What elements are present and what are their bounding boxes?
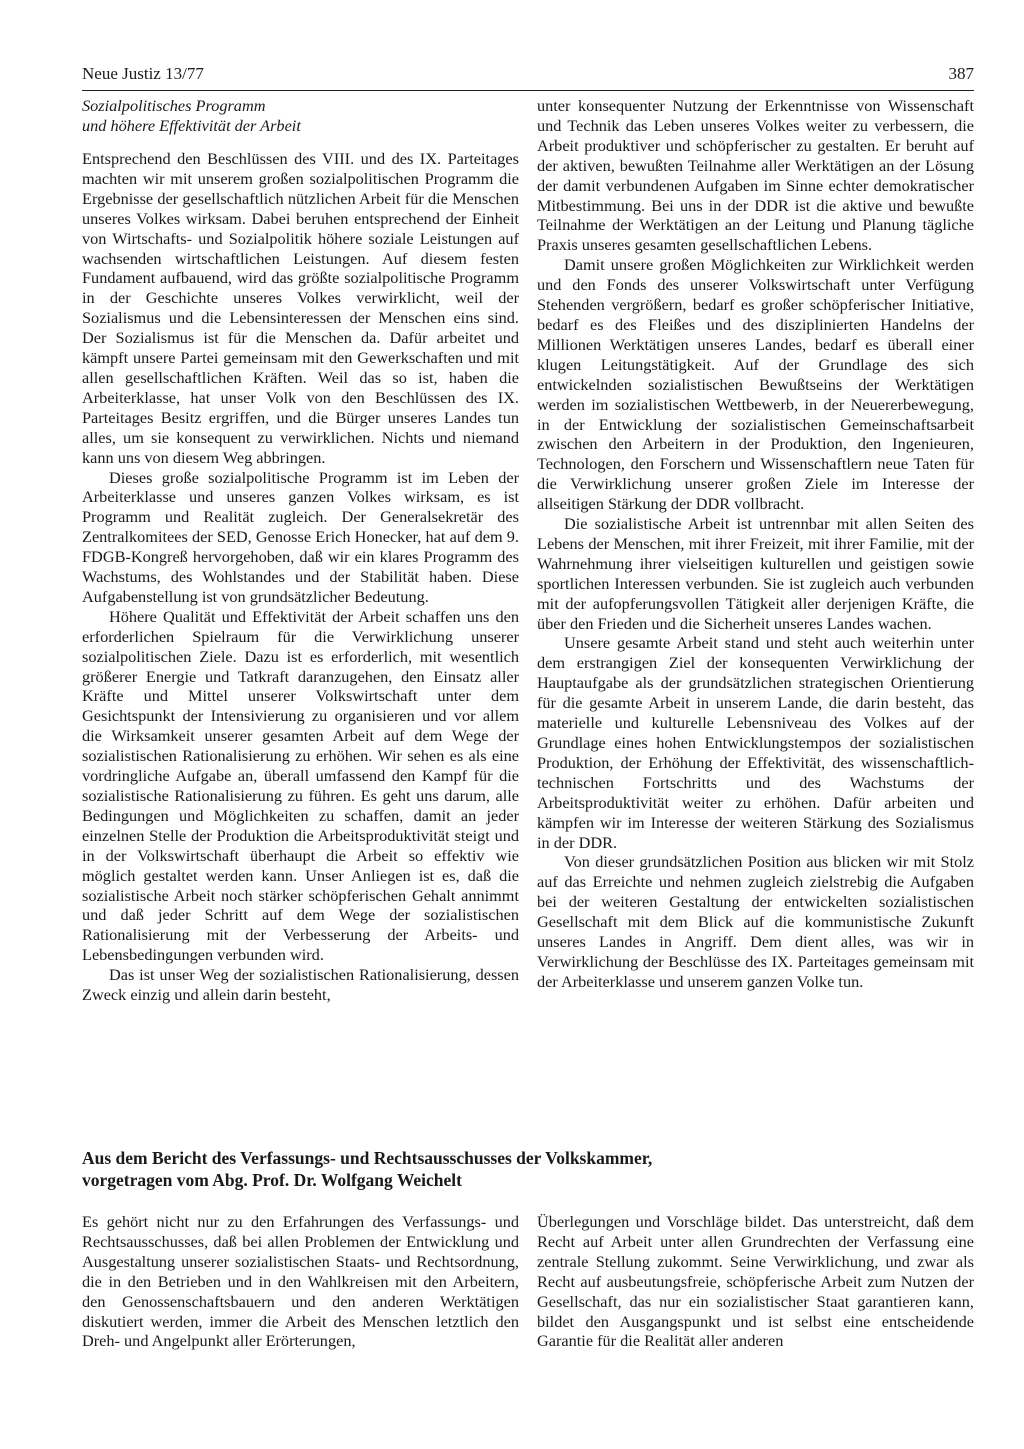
article-left-column: [82, 96, 519, 1005]
page-header: [82, 62, 974, 91]
section-subheading: [82, 96, 519, 136]
article-right-column: [537, 96, 974, 992]
paragraph: Es gehört nicht nur zu den Erfahrungen des Verfassungs- und Rechtsausschusses, daß bei allen Problemen der Entwicklung und Ausgestaltung unserer sozialistischen Staats- und Rechtsordnung, die in den Betrieben und in den Wahlkreisen mit den Arbeitern, den Genossenschaftsbauern und den anderen Werktätigen diskutiert werden, immer die Arbeit des Menschen letztlich den Dreh- und Angelpunkt aller Erörterungen,: [82, 1212, 519, 1351]
journal-title: Neue Justiz 13/77: [82, 64, 204, 83]
paragraph: Die sozialistische Arbeit ist untrennbar mit allen Seiten des Lebens der Menschen, mit ihrer Freizeit, mit ihrer Familie, mit der Wahrnehmung ihrer vielseitigen kulturellen und geistigen sowie sportlichen Interessen verbunden. Sie ist zugleich auch verbunden mit der aufopferungsvollen Tätigkeit aller derjenigen Kräfte, die über den Frieden und die Sicherheit unseres Landes wachen.: [537, 514, 974, 633]
paragraph: Überlegungen und Vorschläge bildet. Das unterstreicht, daß dem Recht auf Arbeit unter allen Grundrechten der Verfassung eine zentrale Stellung zukommt. Seine Verwirklichung, und zwar als Recht auf ausbeutungsfreie, schöpferische Arbeit zum Nutzen der Gesellschaft, das nur ein sozialistischer Staat garantieren kann, bildet den Ausgangspunkt und ist selbst eine entscheidende Garantie für die Realität aller anderen: [537, 1212, 974, 1351]
paragraph: Das ist unser Weg der sozialistischen Rationalisierung, dessen Zweck einzig und allein darin besteht,: [82, 965, 519, 1005]
paragraph: Dieses große sozialpolitische Programm ist im Leben der Arbeiterklasse und unseres ganzen Volkes wirksam, es ist Programm und Realität zugleich. Der Generalsekretär des Zentralkomitees der SED, Genosse Erich Honecker, hat auf dem 9. FDGB-Kongreß hervorgehoben, daß wir ein klares Programm des Wachstums, des Wohlstandes und der Stabilität haben. Diese Aufgabenstellung ist von grundsätzlicher Bedeutung.: [82, 467, 519, 606]
paragraph: Unsere gesamte Arbeit stand und steht auch weiterhin unter dem erstrangigen Ziel der konsequenten Verwirklichung der Hauptaufgabe als der grundsätzlichen strategischen Orientierung für die gesamte Arbeit in unserem Lande, die darin besteht, das materielle und kulturelle Lebensniveau des Volkes auf der Grundlage eines hohen Entwicklungstempos der sozialistischen Produktion, der Erhöhung der Effektivität, des wissenschaftlich-technischen Fortschritts und des Wachstums der Arbeitsproduktivität weiter zu erhöhen. Dafür arbeiten und kämpfen wir im Interesse der weiteren Stärkung des Sozialismus in der DDR.: [537, 633, 974, 852]
title-line-2: vorgetragen vom Abg. Prof. Dr. Wolfgang Weichelt: [82, 1170, 462, 1190]
page-number: 387: [948, 64, 974, 83]
paragraph: Höhere Qualität und Effektivität der Arbeit schaffen uns den erforderlichen Spielraum für die Verwirklichung unserer sozialpolitischen Ziele. Dazu ist es erforderlich, mit wesentlich größerer Energie und Tatkraft daranzugehen, den Einsatz aller Kräfte und Mittel unserer Volkswirtschaft unter dem Gesichtspunkt der Intensivierung zu organisieren und vor allem die Wirksamkeit unserer gesamten Arbeit auf dem Wege der sozialistischen Rationalisierung zu erhöhen. Wir sehen es als eine vordringliche Aufgabe an, überall umfassend den Kampf für die sozialistische Rationalisierung zu führen. Es geht uns darum, alle Bedingungen und Möglichkeiten zu schaffen, damit an jeder einzelnen Stelle der Produktion die Arbeitsproduktivität steigt und in der Volkswirtschaft überhaupt die Arbeit so effektiv wie möglich gestaltet werden kann. Unser Anliegen ist es, daß die sozialistische Arbeit noch stärker schöpferischen Gehalt annimmt und daß jeder Schritt auf dem Wege der sozialistischen Rationalisierung mit der Verbesserung der Arbeits- und Lebensbedingungen verbunden wird.: [82, 606, 519, 965]
paragraph: unter konsequenter Nutzung der Erkenntnisse von Wissenschaft und Technik das Leben unseres Volkes weiter zu verbessern, die Arbeit produktiver und schöpferischer zu gestalten. Er beruht auf der aktiven, bewußten Teilnahme aller Werktätigen an der Lösung der damit verbundenen Aufgaben im Sinne echter demokratischer Mitbestimmung. Bei uns in der DDR ist die aktive und bewußte Teilnahme der Werktätigen an der Leitung und Planung tägliche Praxis unseres gesamten gesellschaftlichen Lebens.: [537, 96, 974, 255]
paragraph: Entsprechend den Beschlüssen des VIII. und des IX. Parteitages machten wir mit unserem großen sozialpolitischen Programm die Ergebnisse der gesellschaftlich nützlichen Arbeit für die Menschen unseres Volkes wirksam. Dabei beruhen entsprechend der Einheit von Wirtschafts- und Sozialpolitik höhere soziale Leistungen auf wachsenden wirtschaftlichen Leistungen. Auf diesem festen Fundament aufbauend, wird das größte sozialpolitische Programm in der Geschichte unseres Volkes verwirklicht, weil der Sozialismus und die Lebensinteressen der Menschen eins sind. Der Sozialismus ist für die Menschen da. Dafür arbeitet und kämpft unsere Partei gemeinsam mit den Gewerkschaften und mit allen gesellschaftlichen Kräften. Weil das so ist, haben die Arbeiterklasse, hat unser Volk von den Beschlüssen des IX. Parteitages Besitz ergriffen, und die Bürger unseres Landes tun alles, um sie konsequent zu verwirklichen. Nichts und niemand kann uns von diesem Weg abbringen.: [82, 149, 519, 467]
paragraph: Damit unsere großen Möglichkeiten zur Wirklichkeit werden und den Fonds des unserer Volkswirtschaft unter Verfügung Stehenden vergrößern, bedarf es großer schöpferischer Initiative, bedarf es des Fleißes und des disziplinierten Handelns der Millionen Werktätigen unseres Landes, bedarf es überall einer klugen Leitungstätigkeit. Auf der Grundlage des sich entwickelnden sozialistischen Bewußtseins der Werktätigen werden im sozialistischen Wettbewerb, in der Neuererbewegung, in der Entwicklung der sozialistischen Gemeinschaftsarbeit zwischen den Arbeitern in der Produktion, den Ingenieuren, Technologen, den Forschern und Wissenschaftlern neue Taten für die Verwirklichung unserer großen Ziele im Interesse der allseitigen Stärkung der DDR vollbracht.: [537, 255, 974, 514]
title-line-1: Aus dem Bericht des Verfassungs- und Rechtsausschusses der Volkskammer,: [82, 1148, 653, 1168]
paragraph: Von dieser grundsätzlichen Position aus blicken wir mit Stolz auf das Erreichte und nehmen zugleich zielstrebig die Aufgaben bei der weiteren Gestaltung der entwickelten sozialistischen Gesellschaft mit dem Blick auf die kommunistische Zukunft unseres Landes in Angriff. Dem dient alles, was wir in Verwirklichung der Beschlüsse des IX. Parteitages gemeinsam mit der Arbeiterklasse und unserem ganzen Volke tun.: [537, 852, 974, 991]
report-right-column: [537, 1212, 974, 1351]
article-title: [82, 1147, 974, 1191]
report-left-column: [82, 1212, 519, 1351]
subheading-line-2: und höhere Effektivität der Arbeit: [82, 116, 301, 135]
subheading-line-1: Sozialpolitisches Programm: [82, 96, 266, 115]
